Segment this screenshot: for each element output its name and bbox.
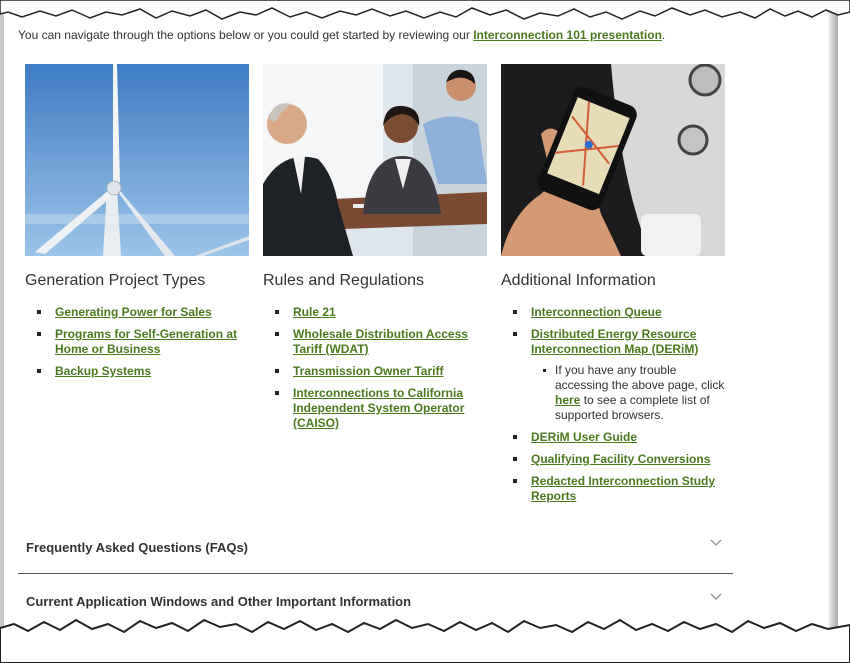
generation-links-list: [25, 305, 249, 379]
intro-suffix: .: [661, 28, 666, 42]
left-shadow-edge: [0, 10, 4, 630]
interconnection-101-link[interactable]: Interconnection 101 presentation: [473, 28, 662, 42]
generation-project-types-column: [25, 64, 249, 386]
derim-note-list: [531, 363, 725, 423]
intro-sentence: You can navigate through the options below or you could get started by reviewing our: [18, 28, 474, 42]
column-title: Generation Project Types: [25, 272, 206, 289]
rule-21-link[interactable]: Rule 21: [293, 305, 336, 319]
backup-systems-link[interactable]: Backup Systems: [55, 364, 152, 378]
additional-links-list: [501, 305, 725, 504]
list-item: [275, 305, 487, 320]
intro-text: [18, 28, 665, 42]
interconnection-queue-link[interactable]: Interconnection Queue: [531, 305, 662, 319]
additional-information-column: [501, 64, 725, 511]
chevron-down-icon: [709, 590, 723, 604]
qualifying-facility-conversions-link[interactable]: Qualifying Facility Conversions: [531, 452, 711, 466]
list-item: [275, 386, 487, 431]
right-shadow-edge: [828, 10, 838, 630]
caiso-interconnections-link[interactable]: Interconnections to California Independent System Operator (CAISO): [293, 386, 465, 430]
list-item: [37, 305, 249, 320]
torn-top-edge: [0, 0, 850, 30]
accordion-label: Current Application Windows and Other Important Information: [26, 594, 412, 609]
list-item: [37, 364, 249, 379]
list-item: [513, 430, 725, 445]
accordion-label: Frequently Asked Questions (FAQs): [26, 540, 249, 555]
faq-accordion[interactable]: [18, 522, 733, 574]
note-text: If you have any trouble accessing the above page, click: [555, 363, 725, 392]
column-title: Additional Information: [501, 272, 656, 289]
derim-user-guide-link[interactable]: DERiM User Guide: [531, 430, 638, 444]
rules-and-regulations-column: [263, 64, 487, 438]
list-item: [513, 452, 725, 467]
supported-browsers-link[interactable]: here: [555, 393, 581, 407]
derim-map-link[interactable]: Distributed Energy Resource Interconnection Map (DERiM): [531, 327, 699, 356]
column-title: Rules and Regulations: [263, 272, 424, 289]
smartphone-car-photo: [501, 64, 725, 256]
note-text-end: to see a complete list of supported browsers.: [555, 393, 710, 422]
self-generation-programs-link[interactable]: Programs for Self-Generation at Home or Business: [55, 327, 238, 356]
list-item: [513, 474, 725, 504]
list-item: [513, 305, 725, 320]
list-item: [275, 364, 487, 379]
transmission-owner-tariff-link[interactable]: Transmission Owner Tariff: [293, 364, 444, 378]
list-item: [37, 327, 249, 357]
wdat-link[interactable]: Wholesale Distribution Access Tariff (WDAT): [293, 327, 468, 356]
browser-note: [543, 363, 725, 423]
generating-power-for-sales-link[interactable]: Generating Power for Sales: [55, 305, 212, 319]
rules-links-list: [263, 305, 487, 431]
wind-turbine-photo: [25, 64, 249, 256]
business-meeting-photo: [263, 64, 487, 256]
list-item: [275, 327, 487, 357]
redacted-study-reports-link[interactable]: Redacted Interconnection Study Reports: [531, 474, 716, 503]
torn-bottom-edge: [0, 612, 850, 663]
list-item: [513, 327, 725, 423]
chevron-down-icon: [709, 536, 723, 550]
